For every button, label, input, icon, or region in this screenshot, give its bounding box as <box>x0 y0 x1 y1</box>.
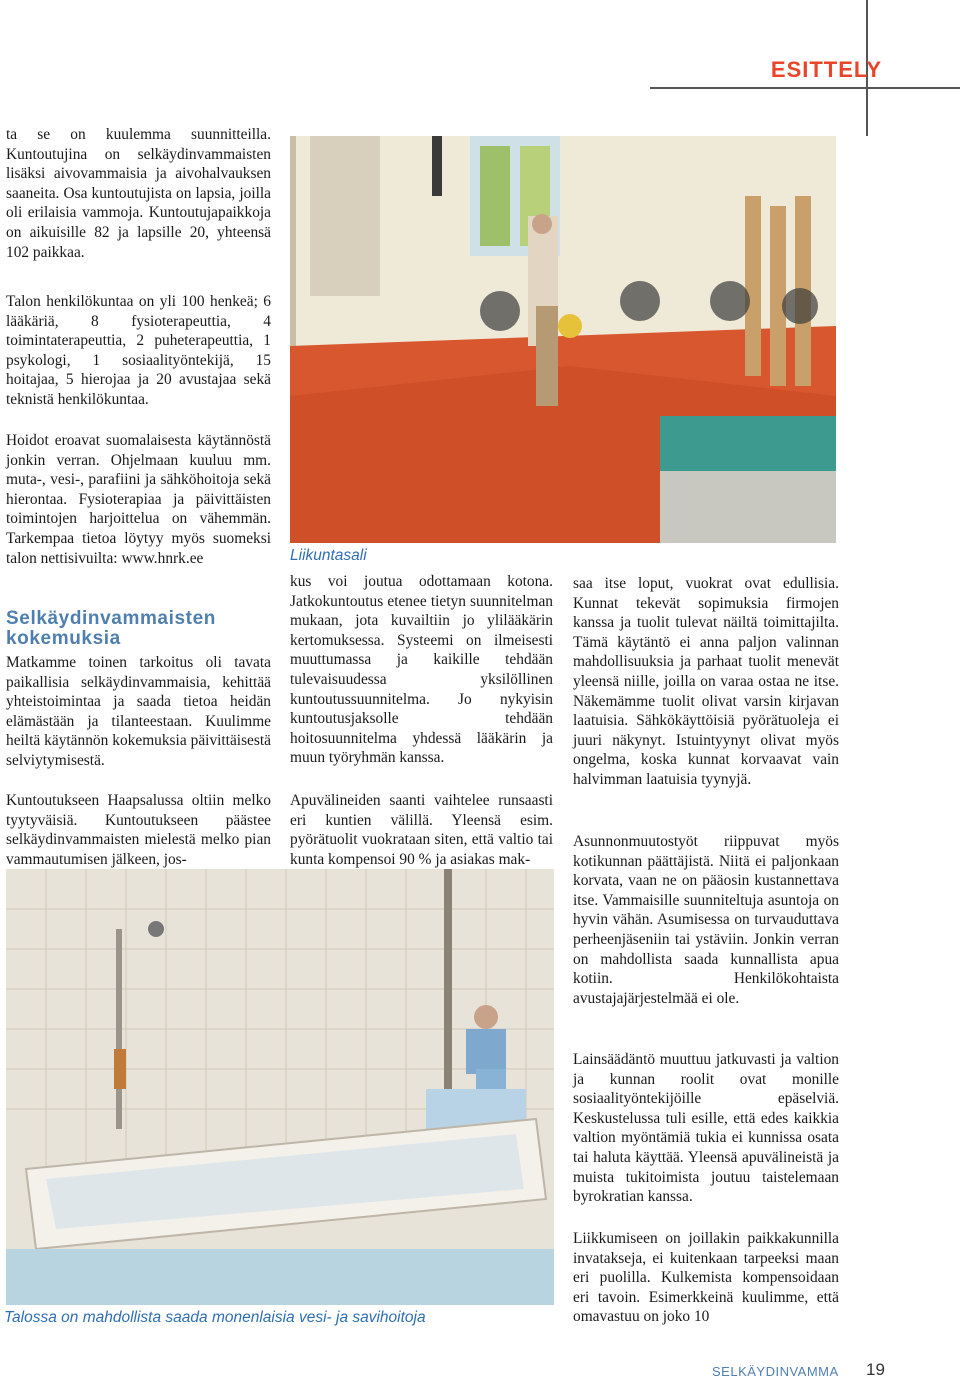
bath-photo-graphic <box>6 869 554 1305</box>
bath-photo <box>6 869 554 1305</box>
header-horizontal-rule <box>650 87 960 89</box>
gym-photo-caption: Liikuntasali <box>290 547 367 564</box>
col1-paragraph-3 <box>6 431 271 568</box>
col3-paragraph-3: Lainsäädäntö muuttuu jatkuvasti ja valtion ja kunnan roolit ovat monille sosiaalityöntekijöille epäselviä. Keskustelussa tuli esille, että edes kaikkia valtion myöntämiä tukia ei kunnissa osata tai haluta käyttää. Yleensä apuvälineistä ja muista tukitoimista joutuu taistelemaan byrokratian kanssa. <box>573 1051 839 1206</box>
section-heading: Selkäydinvammaisten kokemuksia <box>6 608 216 649</box>
col1-paragraph-3-text: Hoidot eroavat suomalaisesta käytännöstä jonkin verran. Ohjelmaan kuuluu mm. muta-, vesi-, parafiini ja sähköhoitoja sekä hierontaa. Fysioterapiaa ja päivittäisten toimintojen harjoittelua on vähemmän. Tarkempaa tietoa löytyy myös suomeksi talon nettisivuilta: <box>6 432 271 567</box>
gym-photo-graphic <box>290 136 836 543</box>
bath-photo-caption: Talossa on mahdollista saada monenlaisia vesi- ja savihoitoja <box>4 1309 426 1326</box>
col1-paragraph-1: ta se on kuulemma suunnitteilla. Kuntoutujina on selkäydinvammaisten lisäksi aivovammaisia ja aivohalvauksen saaneita. Osa kuntoutujista on lapsia, joilla oli erilaisia vammoja. Kuntoutujapaikkoja on aikuisille 82 ja lapsille 20, yhteensä 102 paikkaa. <box>6 126 271 261</box>
col1-paragraph-2: Talon henkilökuntaa on yli 100 henkeä; 6 lääkäriä, 8 fysioterapeuttia, 4 toimintaterapeuttia, 2 puheterapeuttia, 1 psykologi, 1 sosiaalityöntekijä, 15 hoitajaa, 5 hierojaa ja 20 avustajaa sekä teknistä henkilökuntaa. <box>6 293 271 408</box>
col3-paragraph-4: Liikkumiseen on joillakin paikkakunnilla invatakseja, ei kuitenkaan tarpeeksi maan eri puolilla. Kulkemista kompensoidaan eri tavoin. Esimerkkeinä kuulimme, että omavastuu on joko 10 <box>573 1230 839 1326</box>
col3-paragraph-1: saa itse loput, vuokrat ovat edullisia. Kunnat tekevät sopimuksia firmojen kanssa ja tuolit tulevat näiltä toimittajilta. Tämä käytäntö ei anna paljon valinnan mahdollisuuksia ja parhaat tuolit menevät yleensä niille, joilla on varaa ostaa ne itse. Näkemämme tuolit olivat varsin kirjavan laatuisia. Sähkökäyttöisiä pyörätuoleja ei juuri näkynyt. Istuintyynyt olivat myös ongelma, koska kunnat korvaavat vain halvimman laatuisia tyynyjä. <box>573 575 839 788</box>
col2-paragraph-1: kus voi joutua odottamaan kotona. Jatkokuntoutus etenee tietyn suunnitelman mukaan, jota kuvailtiin jo ylilääkärin kertomuksessa. Systeemi on ilmeisesti muuttumassa ja kaikille tehdään tulevaisuudessa yksilöllinen kuntoutussuunnitelma. Jo nykyisin kuntoutusjaksolle tehdään hoitosuunnitelma yhdessä lääkärin ja muun työryhmän kanssa. <box>290 573 553 767</box>
col3-paragraph-2: Asunnonmuutostyöt riippuvat myös kotikunnan päättäjistä. Niitä ei paljonkaan korvata, vaan ne on pääosin kustannettava itse. Vammaisille suunniteltuja asuntoja on hyvin vähän. Asumisessa on turvauduttava perheenjäseniin tai ystäviin. Jonkin verran on mahdollista saada kunnallista apua kotiin. Henkilökohtaista avustajajärjestelmää ei ole. <box>573 833 839 1007</box>
gym-photo <box>290 136 836 543</box>
page-number: 19 <box>866 1360 885 1379</box>
website-link[interactable]: www.hnrk.ee <box>121 549 204 567</box>
section-tag: ESITTELY <box>770 57 882 82</box>
col1-paragraph-5: Kuntoutukseen Haapsalussa oltiin melko tyytyväisiä. Kuntoutukseen päästee selkäydinvammaisten mielestä melko pian vammautumisen jälkeen, jos- <box>6 792 271 868</box>
col2-paragraph-2: Apuvälineiden saanti vaihtelee runsaasti eri kuntien välillä. Yleensä esim. pyörätuolit vuokrataan siten, että valtio tai kunta kompensoi 90 % ja asiakas mak- <box>290 792 553 868</box>
col1-paragraph-4: Matkamme toinen tarkoitus oli tavata paikallisia selkäydinvammaisia, kehittää yhteistoimintaa ja saada tietoa heidän elämästään ja tilanteestaan. Kuulimme heiltä käytännön kokemuksia päivittäisestä selviytymisestä. <box>6 654 271 769</box>
magazine-name: SELKÄYDINVAMMA <box>712 1364 839 1379</box>
